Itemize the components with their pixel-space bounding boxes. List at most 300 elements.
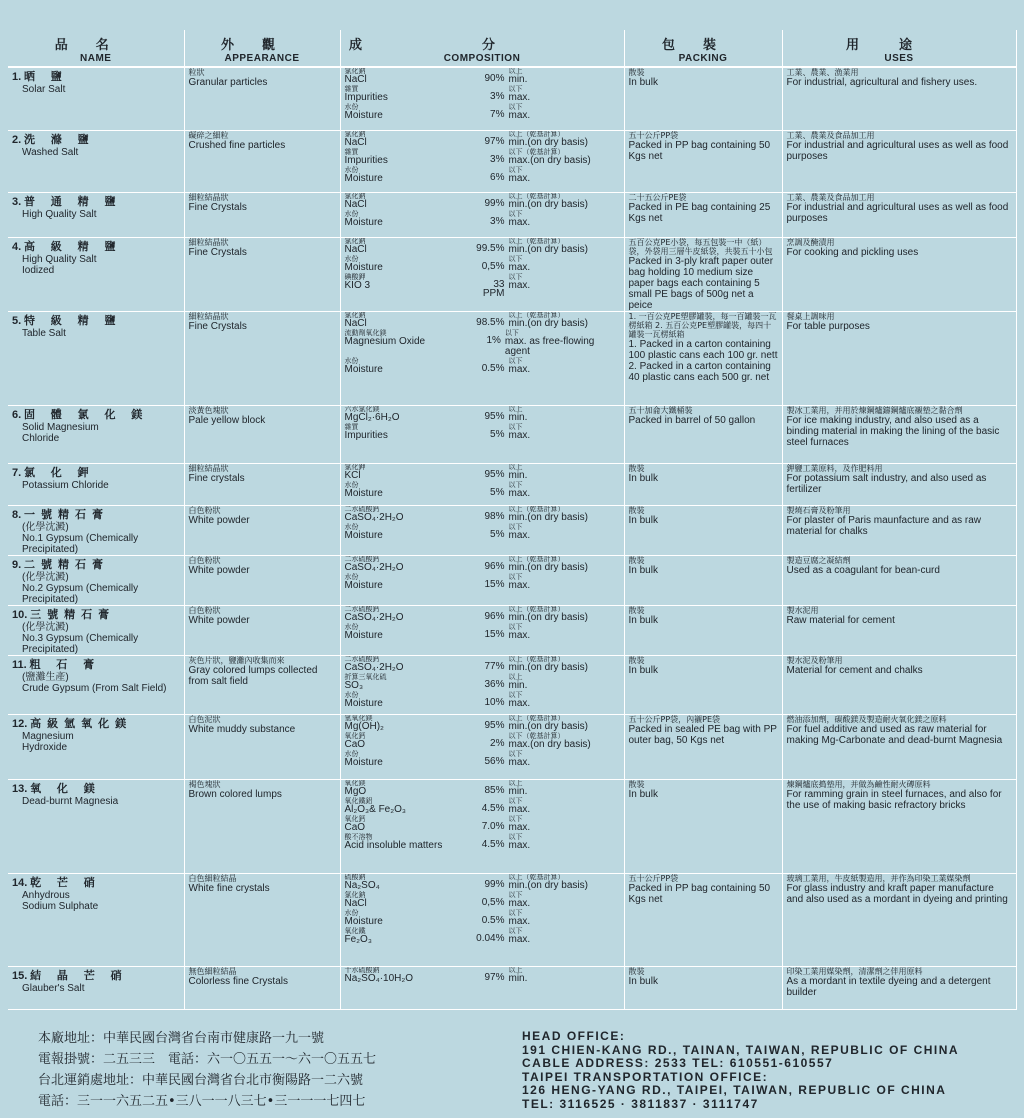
- component-en: Moisture: [344, 756, 383, 768]
- component-en: Fe₂O₃: [344, 933, 372, 945]
- qualifier-en: min.: [508, 411, 528, 423]
- composition-cell: [340, 463, 624, 505]
- component-value: 3%: [490, 153, 505, 165]
- qualifier-zh: 以下: [508, 749, 523, 758]
- uses-cell: [782, 655, 1016, 714]
- uses-en: For plaster of Paris maunfacture and as raw material for chalks: [786, 514, 982, 537]
- component-zh: 氧化鎂: [344, 779, 366, 787]
- packing-en: In bulk: [628, 614, 658, 626]
- uses-cell: [782, 237, 1016, 311]
- appearance-en: Fine crystals: [188, 472, 245, 484]
- composition-line: [345, 68, 620, 85]
- appearance-cell: [184, 966, 340, 1009]
- component-value: 3%: [490, 215, 505, 227]
- appearance-zh: 白色粉狀: [188, 555, 221, 565]
- component-zh: 碘酸鉀: [344, 272, 366, 281]
- packing-cell: [624, 405, 782, 463]
- qualifier-en: min.: [508, 74, 528, 85]
- uses-zh: 玻璃工業用，牛皮紙製造用，并作為印染工業媒染劑: [786, 873, 971, 883]
- component-en: Acid insoluble matters: [344, 839, 443, 851]
- packing-en: In bulk: [628, 788, 658, 800]
- product-row: [8, 192, 1016, 237]
- composition-line: [345, 892, 620, 909]
- composition-line: [345, 131, 620, 148]
- qualifier-en: max.: [508, 697, 531, 709]
- appearance-cell: [184, 192, 340, 237]
- component-zh: 氯化鈉: [344, 890, 366, 899]
- component-en: Na₂SO₄·10H₂O: [344, 972, 414, 984]
- composition-line: [345, 751, 620, 768]
- packing-zh: 散裝: [628, 655, 645, 665]
- component-en: MgCl₂·6H₂O: [344, 411, 400, 423]
- appearance-zh: 白色細粒結晶: [188, 873, 237, 883]
- qualifier-en: min.(on dry basis): [508, 611, 588, 623]
- component-value: 95%: [484, 468, 505, 480]
- component-en: Moisture: [344, 110, 383, 121]
- appearance-cell: [184, 237, 340, 311]
- composition-line: [345, 574, 620, 591]
- component-value: 0,5%: [481, 896, 505, 908]
- component-en: NaCl: [344, 317, 367, 329]
- component-en: MgO: [344, 785, 367, 797]
- footer-zh-line: 台北運銷處地址：中華民國台灣省台北市衡陽路一二六號: [38, 1073, 364, 1088]
- packing-en: In bulk: [628, 514, 658, 526]
- uses-cell: [782, 311, 1016, 405]
- product-number: 11.: [12, 658, 27, 671]
- qualifier-en: max.: [508, 897, 531, 909]
- qualifier-en: max.: [508, 279, 531, 291]
- composition-line: [345, 780, 620, 797]
- qualifier-en: max.: [508, 933, 531, 945]
- composition-line: [345, 967, 620, 984]
- qualifier-zh: 以上: [508, 966, 523, 974]
- product-name-zh: 晒 鹽: [23, 70, 68, 83]
- packing-cell: [624, 605, 782, 655]
- packing-cell: [624, 714, 782, 779]
- component-zh: 水份: [344, 622, 359, 631]
- qualifier-en: max.: [508, 821, 531, 833]
- qualifier-zh: 以下: [508, 522, 523, 531]
- component-zh: 雜質: [344, 147, 359, 156]
- component-zh: 酸不溶物: [344, 832, 373, 841]
- packing-cell: [624, 555, 782, 605]
- qualifier-zh: 以上（乾基計算）: [508, 555, 565, 563]
- appearance-zh: 粒狀: [188, 68, 205, 77]
- footer-en-line: 191 CHIEN-KANG RD., TAINAN, TAIWAN, REPUBLIC OF CHINA: [522, 1042, 960, 1057]
- qualifier-en: max.: [508, 756, 531, 768]
- appearance-cell: [184, 67, 340, 130]
- qualifier-en: min.(on dry basis): [508, 317, 588, 329]
- component-zh: 氯化鈉: [344, 237, 366, 245]
- component-value: 0.5%: [481, 914, 505, 926]
- packing-cell: [624, 505, 782, 555]
- packing-en: In bulk: [628, 472, 658, 484]
- appearance-cell: [184, 655, 340, 714]
- uses-cell: [782, 873, 1016, 966]
- composition-cell: [340, 605, 624, 655]
- header-composition: 成分 COMPOSITION: [340, 30, 624, 67]
- uses-cell: [782, 714, 1016, 779]
- appearance-cell: [184, 463, 340, 505]
- uses-en: Material for cement and chalks: [786, 664, 923, 676]
- uses-cell: [782, 463, 1016, 505]
- uses-en: For table purposes: [786, 320, 870, 332]
- appearance-en: White muddy substance: [188, 723, 296, 735]
- uses-zh: 印染工業用媒染劑，清潔劑之伴用原料: [786, 966, 923, 976]
- component-zh: 雜質: [344, 85, 359, 93]
- component-value: 95%: [484, 410, 505, 422]
- uses-zh: 烹調及醃漬用: [786, 237, 835, 247]
- packing-zh: 散裝: [628, 779, 645, 789]
- composition-cell: [340, 714, 624, 779]
- packing-zh: 1. 一百公克PE塑膠罐裝，每一百罐裝一瓦楞紙箱 2. 五百公克PE塑膠罐裝，每四十罐裝一瓦楞紙箱: [628, 311, 777, 339]
- component-zh: 氯化鈉: [344, 67, 366, 75]
- composition-cell: [340, 966, 624, 1009]
- qualifier-en: max.: [508, 261, 531, 273]
- composition-cell: [340, 505, 624, 555]
- component-zh: 氫氧化鎂: [344, 714, 373, 722]
- product-row: [8, 505, 1016, 555]
- component-zh: 水份: [344, 103, 359, 111]
- composition-line: [345, 556, 620, 573]
- component-zh: 水份: [344, 165, 359, 174]
- packing-en: Packed in 3-ply kraft paper outer bag holding 10 medium size paper bags each containing 5 small PE bags of 500g net a peice: [628, 255, 774, 311]
- qualifier-en: min.: [508, 972, 528, 984]
- product-row: [8, 405, 1016, 463]
- component-zh: 水份: [344, 254, 359, 263]
- uses-zh: 工業、農業及食品加工用: [786, 130, 875, 140]
- product-table: [8, 30, 1017, 1010]
- component-value: 99%: [484, 878, 505, 890]
- product-number: 9.: [12, 558, 22, 571]
- qualifier-zh: 以上（乾基計算）: [508, 237, 565, 245]
- qualifier-zh: 以下: [508, 796, 523, 805]
- component-en: CaSO₄·2H₂O: [344, 561, 404, 573]
- component-en: CaO: [344, 821, 366, 833]
- component-en: Moisture: [344, 216, 383, 228]
- appearance-zh: 白色泥狀: [188, 714, 221, 724]
- component-zh: 水份: [344, 690, 359, 699]
- product-name-en: Glauber's Salt: [22, 982, 85, 994]
- product-row: [8, 714, 1016, 779]
- composition-line: [345, 656, 620, 673]
- qualifier-zh: 以下（乾基計算）: [508, 731, 565, 740]
- composition-cell: [340, 555, 624, 605]
- composition-line: [345, 674, 620, 691]
- qualifier-zh: 以下: [508, 622, 523, 631]
- appearance-en: White powder: [188, 614, 250, 626]
- composition-cell: [340, 130, 624, 192]
- composition-line: [345, 167, 620, 184]
- appearance-cell: [184, 873, 340, 966]
- product-number: 1.: [12, 71, 22, 83]
- qualifier-zh: 以上: [508, 779, 523, 787]
- composition-line: [345, 928, 620, 945]
- component-en: Impurities: [344, 154, 388, 166]
- component-value: 10%: [484, 696, 505, 708]
- packing-cell: [624, 67, 782, 130]
- footer-en-line: 126 HENG-YANG RD., TAIPEI, TAIWAN, REPUBLIC OF CHINA: [522, 1083, 947, 1097]
- product-name-en: Washed Salt: [22, 146, 79, 158]
- composition-line: [345, 910, 620, 927]
- packing-cell: [624, 130, 782, 192]
- appearance-zh: 細粒結晶狀: [188, 311, 229, 321]
- qualifier-zh: 以下: [508, 356, 523, 365]
- component-en: Impurities: [344, 429, 388, 441]
- component-zh: 硫酸鈉: [344, 873, 366, 881]
- composition-cell: [340, 405, 624, 463]
- uses-en: For ice making industry, and also used as a binding material in making the lining of the basic steel furnaces: [786, 414, 1000, 448]
- uses-cell: [782, 966, 1016, 1009]
- component-en: NaCl: [344, 136, 367, 148]
- component-zh: 氯化鉀: [344, 463, 366, 471]
- product-name-zh: 氧 化 鎂: [30, 781, 101, 795]
- appearance-en: Colorless fine Crystals: [188, 975, 288, 987]
- product-name-zh: 洗 滌 鹽: [23, 132, 95, 146]
- qualifier-zh: 以上（乾基計算）: [508, 714, 565, 722]
- composition-line: [345, 874, 620, 891]
- product-number: 3.: [12, 195, 22, 208]
- composition-line: [345, 733, 620, 750]
- qualifier-en: min.: [508, 679, 528, 691]
- product-name-en-2: Crude Gypsum (From Salt Field): [22, 682, 167, 694]
- qualifier-zh: 以下: [508, 572, 523, 581]
- qualifier-en: max.: [508, 487, 531, 499]
- uses-en: Raw material for cement: [786, 614, 895, 626]
- qualifier-zh: 以上（乾基計算）: [508, 130, 565, 138]
- uses-en: For industrial, agricultural and fishery uses.: [786, 77, 978, 88]
- packing-zh: 五十加侖大鐵桶裝: [628, 405, 693, 415]
- component-zh: 水份: [344, 572, 359, 581]
- component-en: Moisture: [344, 487, 383, 499]
- qualifier-zh: 以下: [508, 165, 523, 174]
- packing-en: 1. Packed in a carton containing 100 plastic cans each 100 gr. nett 2. Packed in a carton containing 40 plastic cans each 500 gr. net: [628, 338, 778, 383]
- footer-en-line: TAIPEI TRANSPORTATION OFFICE:: [522, 1069, 769, 1084]
- product-name-zh: 結 晶 芒 硝: [30, 968, 128, 982]
- uses-zh: 製造豆腐之凝結劑: [786, 555, 851, 565]
- component-zh: 水份: [344, 209, 359, 218]
- component-zh: 二水硫酸鈣: [344, 555, 380, 563]
- product-name-cell: [8, 237, 184, 311]
- product-name-zh: 乾 芒 硝: [30, 875, 101, 889]
- appearance-en: Granular particles: [188, 77, 268, 88]
- component-en: Moisture: [344, 363, 383, 375]
- component-en: CaSO₄·2H₂O: [344, 661, 404, 673]
- qualifier-zh: 以上（乾基計算）: [508, 311, 565, 319]
- component-zh: 二水硫酸鈣: [344, 605, 380, 613]
- product-name-en: High Quality Salt: [22, 208, 97, 220]
- qualifier-en: min.(on dry basis): [508, 720, 588, 732]
- qualifier-en: max.(on dry basis): [508, 738, 591, 750]
- component-en: Al₂O₃& Fe₂O₃: [344, 803, 406, 815]
- component-value: 97%: [484, 971, 505, 983]
- composition-line: [345, 406, 620, 423]
- component-value: 77%: [484, 660, 505, 672]
- component-en: SO₃: [344, 679, 364, 691]
- composition-line: [345, 104, 620, 121]
- uses-zh: 製水泥用: [786, 605, 819, 615]
- packing-en: Packed in barrel of 50 gallon: [628, 414, 756, 426]
- component-value: 85%: [484, 784, 505, 796]
- qualifier-zh: 以下: [508, 209, 523, 218]
- product-number: 12.: [12, 717, 28, 730]
- appearance-zh: 淡黃色塊狀: [188, 405, 229, 415]
- product-row: [8, 67, 1016, 130]
- header-appearance: 外觀 APPEARANCE: [184, 30, 340, 67]
- product-name-zh: 三號精石膏: [30, 607, 116, 621]
- product-name-cell: [8, 555, 184, 605]
- uses-en: For fuel additive and used as raw material for making Mg-Carbonate and dead-burnt Magnesia: [786, 723, 1003, 746]
- component-value: 99%: [484, 197, 505, 209]
- appearance-zh: 灰色片狀，鹽灘內收集而來: [188, 655, 285, 665]
- component-en: Moisture: [344, 629, 383, 641]
- product-number: 6.: [12, 408, 22, 421]
- header-uses: 用途 USES: [782, 30, 1016, 67]
- component-value: 97%: [484, 135, 505, 147]
- qualifier-zh: 以下: [508, 85, 523, 93]
- composition-line: [345, 834, 620, 851]
- component-value: 2%: [490, 737, 505, 749]
- uses-cell: [782, 779, 1016, 873]
- composition-line: [345, 358, 620, 375]
- qualifier-zh: 以上: [508, 672, 523, 681]
- uses-cell: [782, 505, 1016, 555]
- composition-line: [345, 211, 620, 228]
- appearance-zh: 細粒結晶狀: [188, 463, 229, 473]
- product-name-en: Solar Salt: [22, 84, 66, 95]
- packing-zh: 五十公斤PP袋: [628, 873, 679, 883]
- product-number: 10.: [12, 608, 28, 621]
- component-en: Moisture: [344, 261, 383, 273]
- component-en: CaSO₄·2H₂O: [344, 611, 404, 623]
- component-en: Moisture: [344, 579, 383, 591]
- product-name-cell: [8, 605, 184, 655]
- product-name-en: (化學沈澱): [22, 621, 69, 633]
- uses-en: For industrial and agricultural uses as well as food purposes: [786, 139, 1009, 162]
- component-en: NaCl: [344, 198, 367, 210]
- footer-en-line: CABLE ADDRESS: 2533 TEL: 610551-610557: [522, 1056, 834, 1070]
- appearance-zh: 白色粉狀: [188, 605, 221, 615]
- composition-line: [345, 238, 620, 255]
- uses-cell: [782, 555, 1016, 605]
- packing-zh: 散裝: [628, 463, 645, 473]
- composition-line: [345, 149, 620, 166]
- product-number: 13.: [12, 782, 28, 795]
- packing-en: Packed in sealed PE bag with PP outer bag, 50 Kgs net: [628, 723, 777, 746]
- product-name-cell: [8, 192, 184, 237]
- qualifier-zh: 以上（乾基計算）: [508, 605, 565, 613]
- component-value: 0.04%: [476, 932, 505, 944]
- product-name-cell: [8, 655, 184, 714]
- appearance-zh: 礙碎之細粒: [188, 130, 229, 140]
- product-name-cell: [8, 714, 184, 779]
- product-number: 15.: [12, 969, 28, 982]
- component-zh: 水份: [344, 522, 359, 531]
- packing-zh: 五十公斤PP袋: [628, 130, 679, 140]
- product-name-zh: 特 級 精 鹽: [23, 313, 122, 327]
- composition-line: [345, 274, 620, 298]
- product-name-cell: [8, 463, 184, 505]
- component-zh: 水份: [344, 749, 359, 758]
- component-zh: 二水硫酸鈣: [344, 505, 380, 513]
- component-zh: 六水氯化鎂: [344, 405, 380, 413]
- uses-en: Used as a coagulant for bean-curd: [786, 564, 940, 576]
- uses-zh: 餐桌上調味用: [786, 311, 835, 321]
- component-value: 98.5%: [476, 316, 505, 328]
- component-value: 4.5%: [481, 802, 505, 814]
- uses-en: For ramming grain in steel furnaces, and also for the use of making basic refractory bricks: [786, 788, 1002, 811]
- packing-en: In bulk: [628, 664, 658, 676]
- appearance-cell: [184, 405, 340, 463]
- product-name-zh: 固 體 氯 化 鎂: [23, 407, 149, 421]
- qualifier-en: min.(on dry basis): [508, 661, 588, 673]
- composition-line: [345, 256, 620, 273]
- product-name-en: Solid Magnesium: [22, 421, 99, 433]
- composition-cell: [340, 192, 624, 237]
- uses-en: For glass industry and kraft paper manufacture and also used as a mordant in dyeing and printing: [786, 882, 1008, 905]
- qualifier-zh: 以下: [508, 814, 523, 823]
- qualifier-en: max.: [508, 363, 531, 375]
- qualifier-zh: 以下: [508, 422, 523, 431]
- appearance-en: Crushed fine particles: [188, 139, 286, 151]
- component-zh: 氯化鈉: [344, 130, 366, 138]
- uses-en: For potassium salt industry, and also used as fertilizer: [786, 472, 987, 495]
- product-row: [8, 130, 1016, 192]
- qualifier-en: max.: [508, 803, 531, 815]
- component-en: Moisture: [344, 529, 383, 541]
- product-name-cell: [8, 405, 184, 463]
- component-value: 3%: [490, 91, 505, 102]
- appearance-en: White powder: [188, 564, 250, 576]
- component-value: 0.5%: [481, 362, 505, 374]
- product-name-en: Table Salt: [22, 327, 66, 339]
- component-value: 5%: [490, 428, 505, 440]
- appearance-zh: 褐色塊狀: [188, 779, 221, 789]
- footer-english-address: [522, 1030, 959, 1111]
- product-name-zh: 普 通 精 鹽: [23, 194, 122, 208]
- composition-line: [345, 692, 620, 709]
- uses-en: For cooking and pickling uses: [786, 246, 919, 258]
- packing-cell: [624, 237, 782, 311]
- header-packing: 包裝 PACKING: [624, 30, 782, 67]
- product-row: [8, 605, 1016, 655]
- qualifier-zh: 以上: [508, 67, 523, 75]
- qualifier-en: max.: [508, 216, 531, 228]
- product-row: [8, 966, 1016, 1009]
- product-row: [8, 779, 1016, 873]
- component-value: 4.5%: [481, 838, 505, 850]
- component-zh: 折算三氧化硫: [344, 672, 387, 681]
- product-name-zh: 一號精石膏: [23, 507, 109, 521]
- qualifier-en: max.: [508, 92, 531, 103]
- component-en: CaO: [344, 738, 366, 750]
- packing-en: In bulk: [628, 564, 658, 576]
- component-en: Moisture: [344, 172, 383, 184]
- product-row: [8, 655, 1016, 714]
- composition-line: [345, 715, 620, 732]
- qualifier-zh: 以下（乾基計算）: [508, 147, 565, 156]
- product-name-en-2: Hydroxide: [22, 741, 68, 753]
- packing-cell: [624, 779, 782, 873]
- composition-line: [345, 312, 620, 329]
- qualifier-zh: 以下: [508, 832, 523, 841]
- qualifier-en: min.(on dry basis): [508, 561, 588, 573]
- qualifier-zh: 以下: [508, 690, 523, 699]
- packing-en: In bulk: [628, 975, 658, 987]
- product-number: 5.: [12, 314, 22, 327]
- qualifier-en: max.: [508, 172, 531, 184]
- uses-zh: 煉鋼爐底搗墊用，并做為鹼性耐火磚原料: [786, 779, 931, 789]
